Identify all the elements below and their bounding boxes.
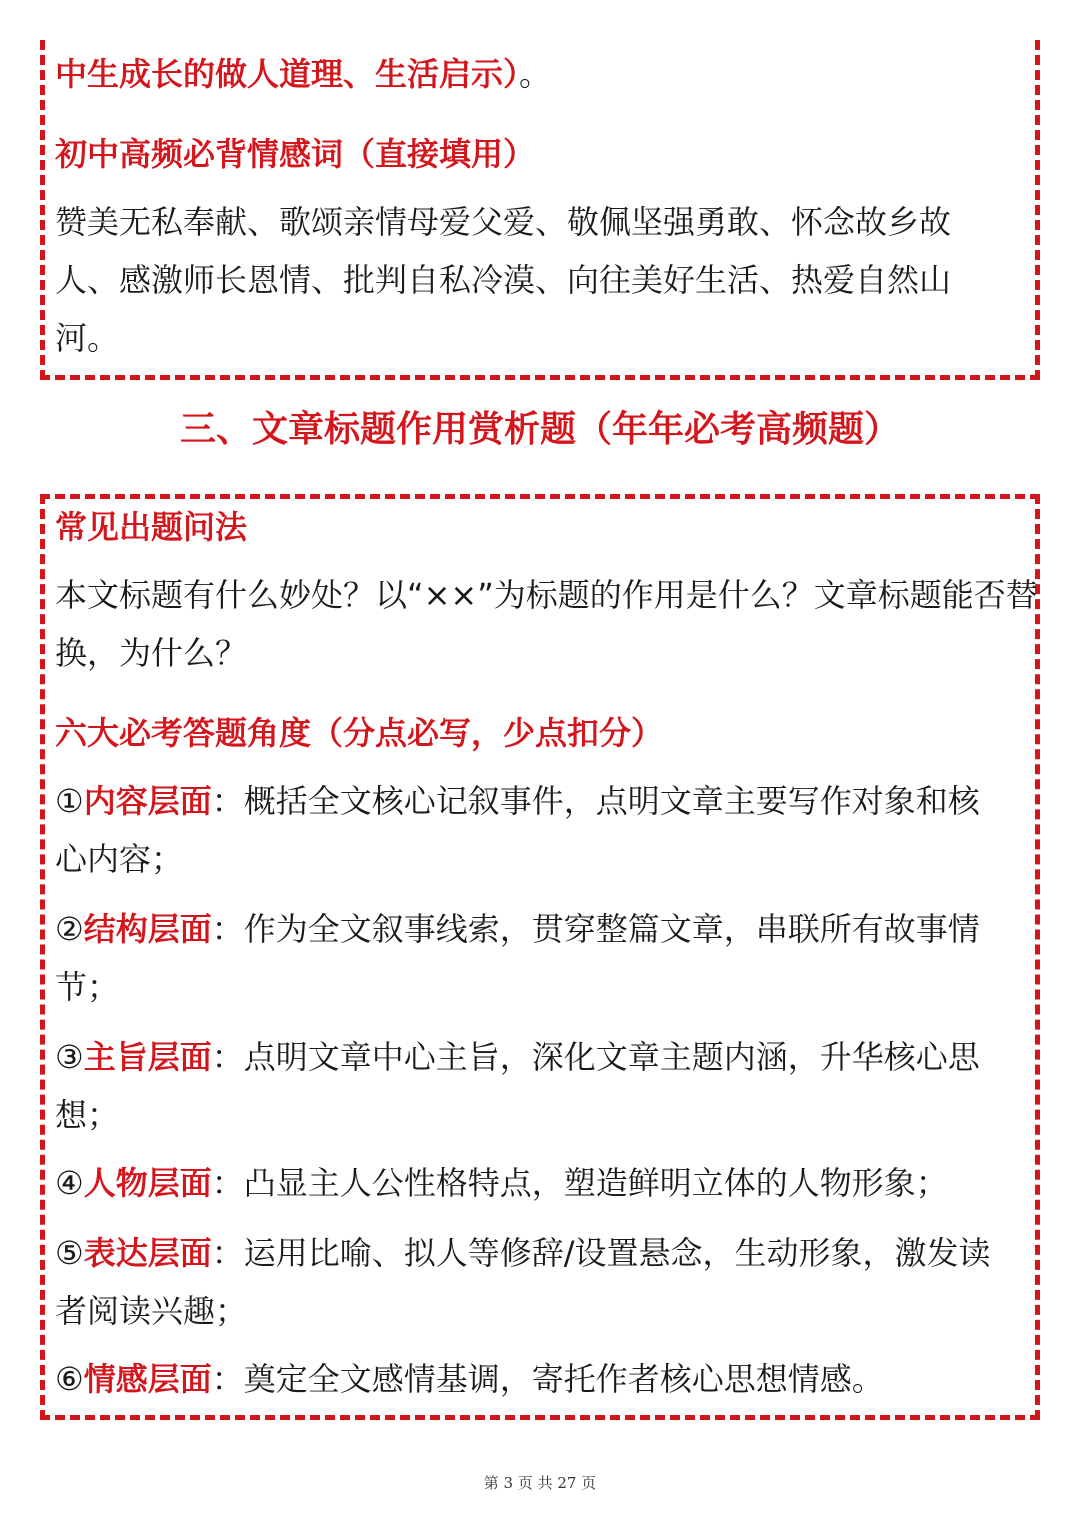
intro-tail: 中生成长的做人道理、生活启示）: [55, 55, 520, 93]
question-line-2: 换，为什么？: [55, 634, 248, 672]
emotion-line-2: 人、感激师长恩情、批判自私冷漠、向往美好生活、热爱自然山: [55, 261, 952, 299]
angle-2-text: ：作为全文叙事线索，贯穿整篇文章，串联所有故事情: [211, 910, 980, 948]
angle-4-text: ：凸显主人公性格特点，塑造鲜明立体的人物形象；: [211, 1164, 948, 1202]
angle-5-number: ⑤: [55, 1234, 84, 1272]
title-analysis-box: [40, 494, 1040, 1420]
intro-tail-line: [55, 54, 551, 94]
continued-content-box: [40, 40, 1040, 380]
angle-5-label: 表达层面: [83, 1234, 212, 1272]
angle-1-number: ①: [55, 782, 84, 820]
angle-2-label: 结构层面: [83, 910, 212, 948]
angle-6-line-1: [55, 1359, 884, 1399]
angle-6-number: ⑥: [55, 1360, 84, 1398]
angle-5-line-2: 者阅读兴趣；: [55, 1292, 248, 1330]
angle-1-text: ：概括全文核心记叙事件，点明文章主要写作对象和核: [211, 782, 980, 820]
angle-4-line-1: [55, 1163, 948, 1203]
angle-3-line-2: 想；: [55, 1096, 120, 1134]
emotion-line-3: 河。: [55, 319, 120, 357]
angle-1-label: 内容层面: [83, 782, 212, 820]
angle-4-label: 人物层面: [83, 1164, 212, 1202]
emotion-heading: 初中高频必背情感词（直接填用）: [55, 135, 536, 173]
angle-5-text: ：运用比喻、拟人等修辞/设置悬念，生动形象，激发读: [211, 1234, 991, 1272]
question-heading: 常见出题问法: [55, 508, 248, 546]
angle-6-label: 情感层面: [83, 1360, 212, 1398]
question-line-1: 本文标题有什么妙处？以“××”为标题的作用是什么？文章标题能否替: [55, 576, 1038, 614]
angle-3-text: ：点明文章中心主旨，深化文章主题内涵，升华核心思: [211, 1038, 980, 1076]
intro-period: 。: [519, 55, 552, 93]
angle-6-text: ：奠定全文感情基调，寄托作者核心思想情感。: [211, 1360, 884, 1398]
angle-5-line-1: [55, 1233, 991, 1273]
section-title: 三、文章标题作用赏析题（年年必考高频题）: [179, 409, 900, 450]
angle-4-number: ④: [55, 1164, 84, 1202]
emotion-line-1: 赞美无私奉献、歌颂亲情母爱父爱、敬佩坚强勇敢、怀念故乡故: [55, 203, 952, 241]
angle-3-label: 主旨层面: [83, 1038, 212, 1076]
angle-3-number: ③: [55, 1038, 84, 1076]
angles-heading: 六大必考答题角度（分点必写，少点扣分）: [55, 714, 664, 752]
page-footer: 第 3 页 共 27 页: [483, 1474, 597, 1492]
angle-1-line-2: 心内容；: [55, 840, 184, 878]
angle-2-number: ②: [55, 910, 84, 948]
angle-2-line-1: [55, 909, 980, 949]
angle-1-line-1: [55, 781, 980, 821]
angle-3-line-1: [55, 1037, 980, 1077]
angle-2-line-2: 节；: [55, 968, 120, 1006]
